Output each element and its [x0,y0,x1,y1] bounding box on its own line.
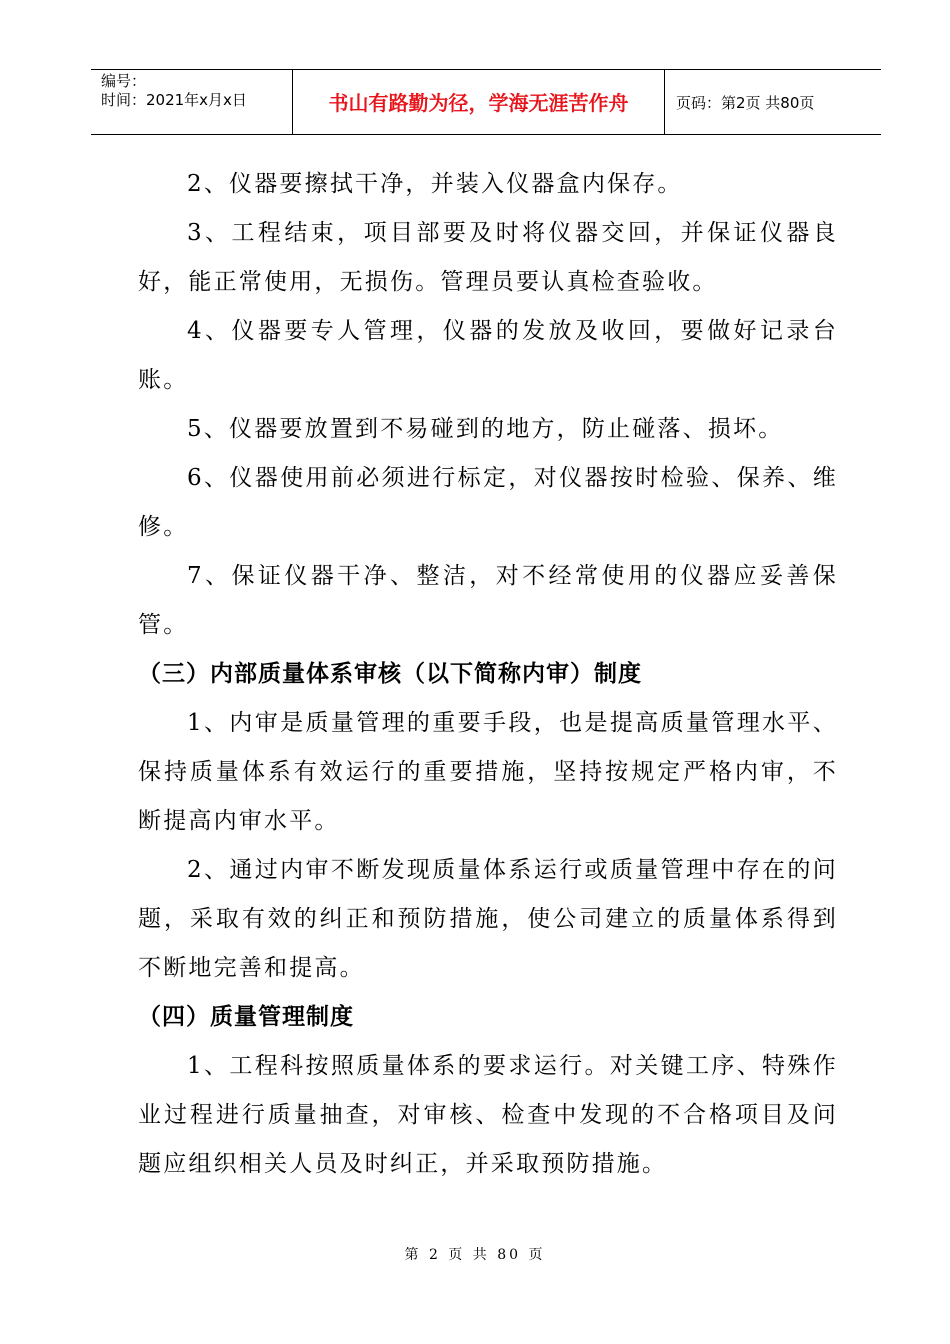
document-header [91,69,881,135]
paragraph: 1、内审是质量管理的重要手段，也是提高质量管理水平、保持质量体系有效运行的重要措施，坚持按规定严格内审，不断提高内审水平。 [138,710,838,834]
page-footer: 第 2 页 共 80 页 [404,1247,546,1263]
paragraph: 2、通过内审不断发现质量体系运行或质量管理中存在的问题，采取有效的纠正和预防措施，使公司建立的质量体系得到不断地完善和提高。 [138,857,838,981]
paragraph: 4、仪器要专人管理，仪器的发放及收回，要做好记录台账。 [138,318,838,393]
document-body [138,160,838,1189]
paragraph: 6、仪器使用前必须进行标定，对仪器按时检验、保养、维修。 [138,465,838,540]
header-motto-cell [293,70,665,134]
header-page-cell [665,70,881,134]
header-motto: 书山有路勤为径，学海无涯苦作舟 [328,91,629,115]
paragraph: 3、工程结束，项目部要及时将仪器交回，并保证仪器良好，能正常使用，无损伤。管理员要认真检查验收。 [138,220,838,295]
paragraph: 5、仪器要放置到不易碰到的地方，防止碰落、损坏。 [187,416,784,442]
section-heading: （三）内部质量体系审核（以下简称内审）制度 [138,661,642,687]
paragraph: 2、仪器要擦拭干净，并装入仪器盒内保存。 [187,171,683,197]
section-heading: （四）质量管理制度 [138,1004,354,1030]
header-page-number: 页码：第2页 共80页 [676,94,815,112]
serial-number-label: 编号： [101,72,147,90]
header-meta-cell [91,70,293,134]
date-label: 时间：2021年x月x日 [101,91,247,109]
paragraph: 1、工程科按照质量体系的要求运行。对关键工序、特殊作业过程进行质量抽查，对审核、检查中发现的不合格项目及问题应组织相关人员及时纠正，并采取预防措施。 [138,1053,838,1177]
paragraph: 7、保证仪器干净、整洁，对不经常使用的仪器应妥善保管。 [138,563,838,638]
